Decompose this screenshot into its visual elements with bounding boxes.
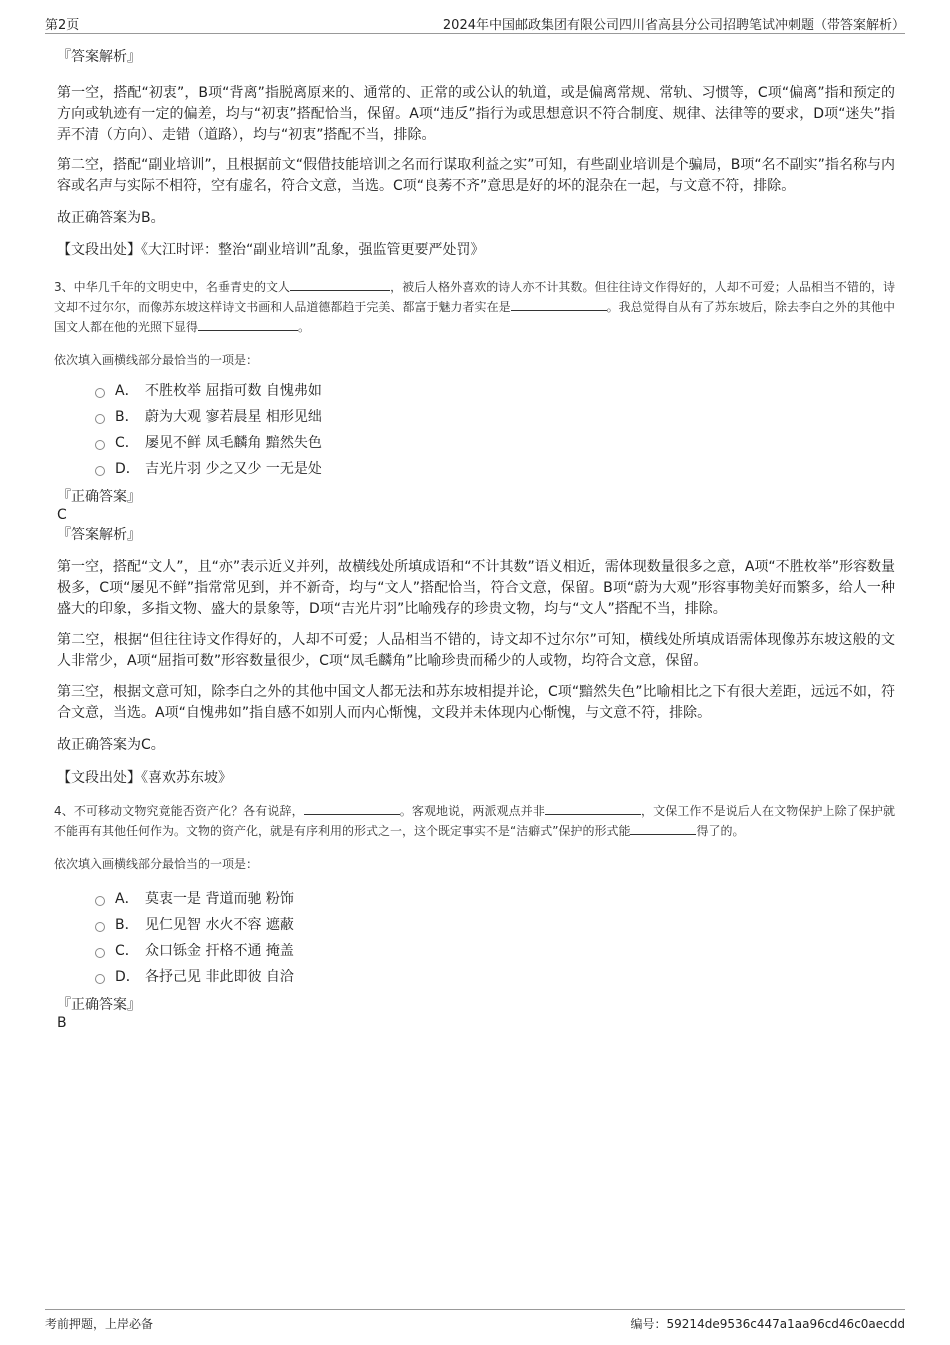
- option-d[interactable]: D． 吉光片羽 少之又少 一无是处: [95, 456, 895, 482]
- document-body: [54, 44, 895, 1032]
- blank: [290, 277, 390, 291]
- correct-answer-label: 『正确答案』: [57, 489, 141, 505]
- radio-button[interactable]: [95, 948, 105, 958]
- question-prompt: 依次填入画横线部分最恰当的一项是：: [54, 353, 259, 367]
- radio-button[interactable]: [95, 974, 105, 984]
- source-citation: 【文段出处】《大江时评：整治“副业培训”乱象，强监管更要严处罚》: [57, 242, 485, 258]
- option-b[interactable]: B． 蔚为大观 寥若晨星 相形见绌: [95, 404, 895, 430]
- conclusion: 故正确答案为B。: [57, 210, 165, 226]
- document-title: 2024年中国邮政集团有限公司四川省高县分公司招聘笔试冲刺题（带答案解析）: [442, 18, 905, 33]
- analysis-label: 『答案解析』: [57, 49, 141, 65]
- question-4: 4、不可移动文物究竟能否资产化？各有说辞， 。客观地说，两派观点并非 ，文保工作不是说后人在文物保护上除了保护就不能再有其他任何作为。文物的资产化，就是有序利用的形式之一，这个既定事实不是“洁癖式”保护的形式能 得了的。: [54, 801, 895, 841]
- footer-slogan: 考前押题，上岸必备: [45, 1317, 154, 1331]
- question-prompt: 依次填入画横线部分最恰当的一项是：: [54, 857, 259, 871]
- option-b[interactable]: B． 见仁见智 水火不容 遮蔽: [95, 912, 895, 938]
- options-list: [95, 378, 895, 482]
- option-d[interactable]: D． 各抒己见 非此即彼 自洽: [95, 964, 895, 990]
- analysis-paragraph: 第一空，搭配“文人”，且“亦”表示近义并列，故横线处所填成语和“不计其数”语义相近，需体现数量很多之意，A项“不胜枚举”形容数量极多，C项“屡见不鲜”指常常见到，并不新奇，均与“文人”搭配恰当，符合文意，保留。B项“蔚为大观”形容事物美好而繁多，给人一种盛大的印象，多指文物、盛大的景象等，D项“吉光片羽”比喻残存的珍贵文物，均与“文人”搭配不当，排除。: [57, 559, 895, 617]
- analysis-paragraph: 第二空，搭配“副业培训”，且根据前文“假借技能培训之名而行谋取利益之实”可知，有些副业培训是个骗局，B项“名不副实”指名称与内容或名声与实际不相符，空有虚名，符合文意，当选。C项“良莠不齐”意思是好的坏的混杂在一起，与文意不符，排除。: [57, 157, 895, 194]
- analysis-label: 『答案解析』: [57, 527, 141, 543]
- radio-button[interactable]: [95, 922, 105, 932]
- page-footer: [45, 1309, 905, 1331]
- correct-answer: B: [57, 1015, 67, 1031]
- document-id: 编号：59214de9536c447a1aa96cd46c0aecdd: [630, 1317, 905, 1331]
- radio-button[interactable]: [95, 440, 105, 450]
- radio-button[interactable]: [95, 466, 105, 476]
- correct-answer-label: 『正确答案』: [57, 997, 141, 1013]
- radio-button[interactable]: [95, 388, 105, 398]
- analysis-paragraph: 第一空，搭配“初衷”，B项“背离”指脱离原来的、通常的、正常的或公认的轨道，或是偏离常规、常轨、习惯等，C项“偏离”指和预定的方向或轨迹有一定的偏差，均与“初衷”搭配恰当，保留。A项“违反”指行为或思想意识不符合制度、规律、法律等的要求，D项“迷失”指弄不清（方向）、走错（道路），均与“初衷”搭配不当，排除。: [57, 85, 895, 143]
- correct-answer: C: [57, 507, 67, 523]
- blank: [545, 801, 641, 815]
- conclusion: 故正确答案为C。: [57, 737, 165, 753]
- option-c[interactable]: C． 屡见不鲜 凤毛麟角 黯然失色: [95, 430, 895, 456]
- blank: [511, 297, 607, 311]
- options-list: [95, 886, 895, 990]
- blank: [304, 801, 400, 815]
- blank: [198, 317, 298, 331]
- page-number: 第2页: [45, 18, 80, 33]
- source-citation: 【文段出处】《喜欢苏东坡》: [57, 770, 232, 786]
- option-a[interactable]: A． 不胜枚举 屈指可数 自愧弗如: [95, 378, 895, 404]
- analysis-paragraph: 第二空，根据“但往往诗文作得好的，人却不可爱；人品相当不错的，诗文却不过尔尔”可知，横线处所填成语需体现像苏东坡这般的文人非常少，A项“屈指可数”形容数量很少，C项“凤毛麟角”比喻珍贵而稀少的人或物，均符合文意，保留。: [57, 632, 895, 669]
- option-a[interactable]: A． 莫衷一是 背道而驰 粉饰: [95, 886, 895, 912]
- radio-button[interactable]: [95, 414, 105, 424]
- option-c[interactable]: C． 众口铄金 扞格不通 掩盖: [95, 938, 895, 964]
- question-3: 3、中华几千年的文明史中，名垂青史的文人 ，被后人格外喜欢的诗人亦不计其数。但往往诗文作得好的，人却不可爱；人品相当不错的，诗文却不过尔尔，而像苏东坡这样诗文书画和人品道德都趋于完美、都富于魅力者实在是 。我总觉得自从有了苏东坡后，除去李白之外的其他中国文人都在他的光照下显得 。: [54, 277, 895, 337]
- analysis-paragraph: 第三空，根据文意可知，除李白之外的其他中国文人都无法和苏东坡相提并论，C项“黯然失色”比喻相比之下有很大差距，远远不如，符合文意，当选。A项“自愧弗如”指自感不如别人而内心惭愧，文段并未体现内心惭愧，与文意不符，排除。: [57, 684, 895, 721]
- radio-button[interactable]: [95, 896, 105, 906]
- page-header: [45, 14, 905, 34]
- blank: [630, 821, 696, 835]
